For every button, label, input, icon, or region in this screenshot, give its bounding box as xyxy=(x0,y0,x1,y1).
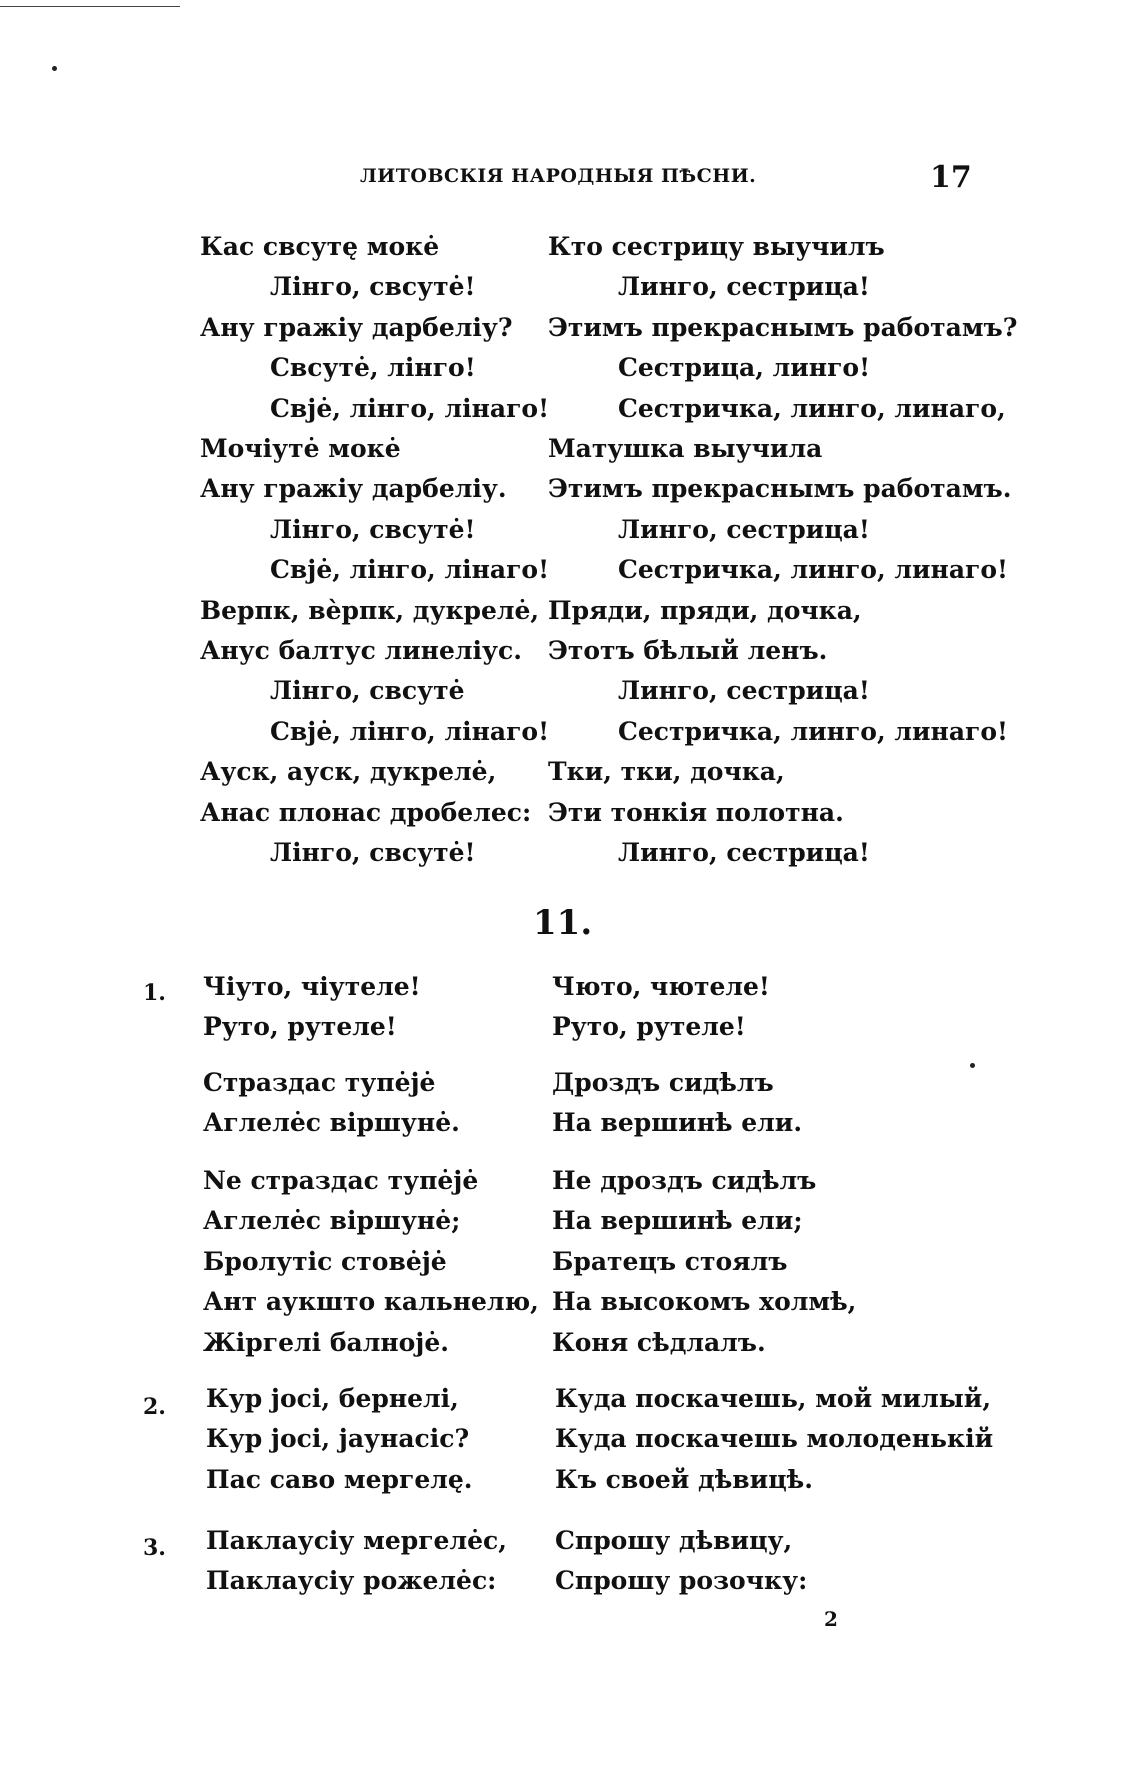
verse-line: Бролутіс стовėјė xyxy=(203,1246,447,1276)
verse-line: Лінго, свсутė! xyxy=(270,514,476,544)
verse-line: Верпк, вѐрпк, дукрелė, xyxy=(200,595,540,625)
verse-line: Аглелėс віршунė; xyxy=(203,1206,461,1236)
verse-line: Чюто, чютеле! xyxy=(552,972,770,1001)
stanza-right xyxy=(552,967,770,1048)
verse-line: Этимъ прекраснымъ работамъ? xyxy=(548,312,1018,342)
verse-line: Матушка выучила xyxy=(548,434,823,464)
verse-number: 1. xyxy=(143,980,166,1006)
verse-line: Анус балтус линелiус. xyxy=(200,636,522,666)
page-number: 17 xyxy=(930,160,972,195)
verse-line: Аглелėс віршунė. xyxy=(203,1108,460,1138)
verse-line: Сестрица, линго! xyxy=(618,353,871,383)
verse-line: Линго, сестрица! xyxy=(618,272,870,302)
stanza-right xyxy=(555,1521,807,1602)
verse-line: Руто, рутеле! xyxy=(552,1012,746,1042)
verse-line: Кас свсутę мокė xyxy=(200,232,440,261)
verse-line: Коня сѣдлалъ. xyxy=(552,1327,766,1357)
verse-line: Линго, сестрица! xyxy=(618,838,870,868)
verse-line: Свсутė, лінго! xyxy=(270,353,476,383)
verse-line: Дроздъ сидѣлъ xyxy=(552,1068,774,1097)
verse-line: Кур јосі, јаунасіс? xyxy=(206,1424,470,1454)
verse-line: Спрошу дѣвицу, xyxy=(555,1526,793,1555)
verse-line: Анас плонас дробелес: xyxy=(200,797,532,827)
verse-line: Ауск, ауск, дукрелė, xyxy=(200,757,497,787)
verse-line: Куда поскачешь молоденькій xyxy=(555,1424,994,1454)
verse-line: Не дроздъ сидѣлъ xyxy=(552,1166,817,1195)
verse-line: Ант аукшто кальнелю, xyxy=(203,1287,539,1317)
song-number: 11. xyxy=(533,903,593,943)
verse-line: Пряди, пряди, дочка, xyxy=(548,595,862,625)
verse-line: Ану гражіу дарбелiу. xyxy=(200,474,507,504)
verse-line: Свјė, лінго, лінаго! xyxy=(270,716,550,746)
verse-line: Пас саво мергелę. xyxy=(206,1464,473,1494)
verse-line: Чiуто, чiутеле! xyxy=(203,972,421,1001)
verse-line: Къ своей дѣвицѣ. xyxy=(555,1464,813,1494)
top-right-column xyxy=(548,227,1017,874)
verse-line: Ne страздас тупėјė xyxy=(203,1166,479,1195)
verse-line: Ану гражіу дарбелiу? xyxy=(200,312,513,342)
verse-line: Свјė, лінго, лінаго! xyxy=(270,555,550,585)
signature-mark: 2 xyxy=(824,1607,838,1631)
verse-line: Лінго, свсутė! xyxy=(270,272,476,302)
verse-line: На вершинѣ ели. xyxy=(552,1108,803,1138)
verse-line: Руто, рутеле! xyxy=(203,1012,397,1042)
top-left-column xyxy=(200,227,549,874)
verse-line: Паклаусiу мергелėс, xyxy=(206,1526,507,1555)
verse-line: Лінго, свсутė! xyxy=(270,838,476,868)
top-rule xyxy=(0,6,180,7)
verse-line: Спрошу розочку: xyxy=(555,1566,808,1596)
stanza-left xyxy=(206,1379,472,1500)
verse-line: Тки, тки, дочка, xyxy=(548,757,785,787)
stanza-left xyxy=(203,1063,460,1144)
verse-line: Паклаусiу рожелėс: xyxy=(206,1566,497,1596)
verse-number: 2. xyxy=(143,1394,166,1420)
verse-line: Свјė, лінго, лінаго! xyxy=(270,393,550,423)
stanza-left xyxy=(203,1161,539,1363)
ink-speck xyxy=(52,66,57,71)
verse-line: Кур јосі, бернелі, xyxy=(206,1384,459,1413)
verse-line: Братецъ стоялъ xyxy=(552,1246,788,1276)
verse-line: Сестричка, линго, линаго! xyxy=(618,716,1009,746)
verse-line: Сестричка, линго, линаго! xyxy=(618,555,1009,585)
stanza-left xyxy=(203,967,421,1048)
verse-line: Линго, сестрица! xyxy=(618,676,870,706)
stanza-left xyxy=(206,1521,507,1602)
verse-number: 3. xyxy=(143,1535,166,1561)
verse-line: Куда поскачешь, мой милый, xyxy=(555,1384,992,1413)
verse-line: Кто сестрицу выучилъ xyxy=(548,232,885,261)
stanza-right xyxy=(552,1063,802,1144)
verse-line: На высокомъ холмѣ, xyxy=(552,1287,857,1317)
verse-line: Страздас тупėјė xyxy=(203,1068,436,1097)
verse-line: На вершинѣ ели; xyxy=(552,1206,803,1236)
verse-line: Этимъ прекраснымъ работамъ. xyxy=(548,474,1012,504)
stanza-right xyxy=(555,1379,993,1500)
stanza-right xyxy=(552,1161,856,1363)
verse-line: Линго, сестрица! xyxy=(618,514,870,544)
verse-line: Сестричка, линго, линаго, xyxy=(618,393,1006,423)
verse-line: Жіргелі балнојė. xyxy=(203,1327,449,1357)
verse-line: Эти тонкія полотна. xyxy=(548,797,844,827)
verse-line: Лінго, свсутė xyxy=(270,676,465,706)
running-title: ЛИТОВСКІЯ НАРОДНЫЯ ПѢСНИ. xyxy=(360,165,757,187)
ink-speck xyxy=(970,1063,975,1068)
verse-line: Этотъ бѣлый ленъ. xyxy=(548,636,828,666)
verse-line: Мочiутė мокė xyxy=(200,434,401,464)
